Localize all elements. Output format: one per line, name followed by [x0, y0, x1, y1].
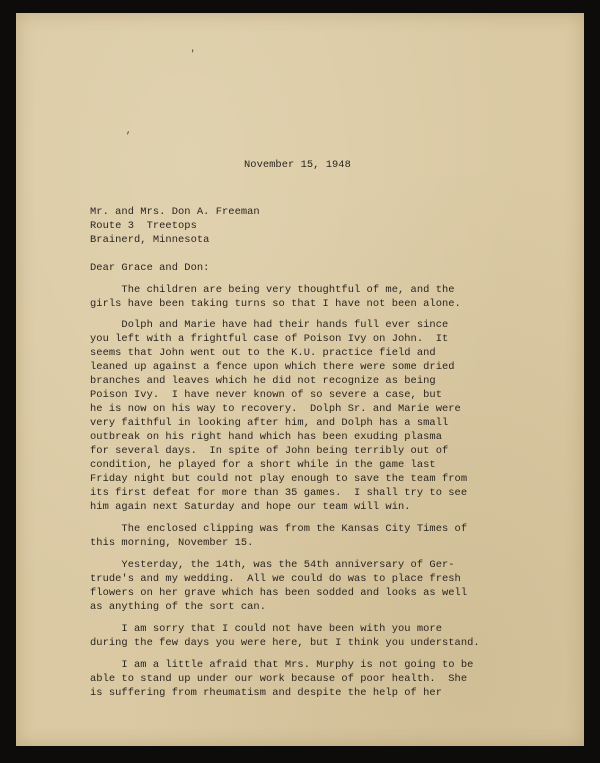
- body-line: he is now on his way to recovery. Dolph Sr. and Marie were: [90, 403, 461, 415]
- address-line: Mr. and Mrs. Don A. Freeman: [90, 206, 260, 218]
- body-line: leaned up against a fence upon which there were some dried: [90, 361, 455, 373]
- body-line: flowers on her grave which has been sodded and looks as well: [90, 587, 468, 599]
- body-line: this morning, November 15.: [90, 537, 254, 549]
- paper-speck: ,: [126, 126, 132, 136]
- address-line: Route 3 Treetops: [90, 220, 197, 232]
- body-line: Friday night but could not play enough to save the team from: [90, 473, 468, 485]
- body-line: outbreak on his right hand which has been exuding plasma: [90, 431, 442, 443]
- body-line: The enclosed clipping was from the Kansas City Times of: [90, 523, 468, 535]
- body-line: during the few days you were here, but I think you understand.: [90, 637, 480, 649]
- body-line: I am sorry that I could not have been with you more: [90, 623, 442, 635]
- body-line: very faithful in looking after him, and Dolph has a small: [90, 417, 449, 429]
- body-line: girls have been taking turns so that I have not been alone.: [90, 298, 461, 310]
- letter-page: [16, 13, 584, 746]
- body-line: The children are being very thoughtful of me, and the: [90, 284, 455, 296]
- body-line: I am a little afraid that Mrs. Murphy is not going to be: [90, 659, 474, 671]
- paper-speck: ': [190, 49, 196, 59]
- body-line: for several days. In spite of John being terribly out of: [90, 445, 449, 457]
- body-line: able to stand up under our work because of poor health. She: [90, 673, 468, 685]
- body-line: you left with a frightful case of Poison Ivy on John. It: [90, 333, 449, 345]
- address-line: Brainerd, Minnesota: [90, 234, 210, 246]
- body-line: Poison Ivy. I have never known of so severe a case, but: [90, 389, 442, 401]
- body-line: branches and leaves which he did not recognize as being: [90, 375, 436, 387]
- body-line: is suffering from rheumatism and despite the help of her: [90, 687, 442, 699]
- letter-date: November 15, 1948: [244, 159, 351, 171]
- body-line: condition, he played for a short while in the game last: [90, 459, 436, 471]
- salutation: Dear Grace and Don:: [90, 262, 210, 274]
- body-line: seems that John went out to the K.U. practice field and: [90, 347, 436, 359]
- body-line: as anything of the sort can.: [90, 601, 266, 613]
- body-line: him again next Saturday and hope our team will win.: [90, 501, 411, 513]
- body-line: its first defeat for more than 35 games. I shall try to see: [90, 487, 468, 499]
- body-line: Yesterday, the 14th, was the 54th anniversary of Ger-: [90, 559, 455, 571]
- body-line: trude's and my wedding. All we could do was to place fresh: [90, 573, 461, 585]
- body-line: Dolph and Marie have had their hands full ever since: [90, 319, 449, 331]
